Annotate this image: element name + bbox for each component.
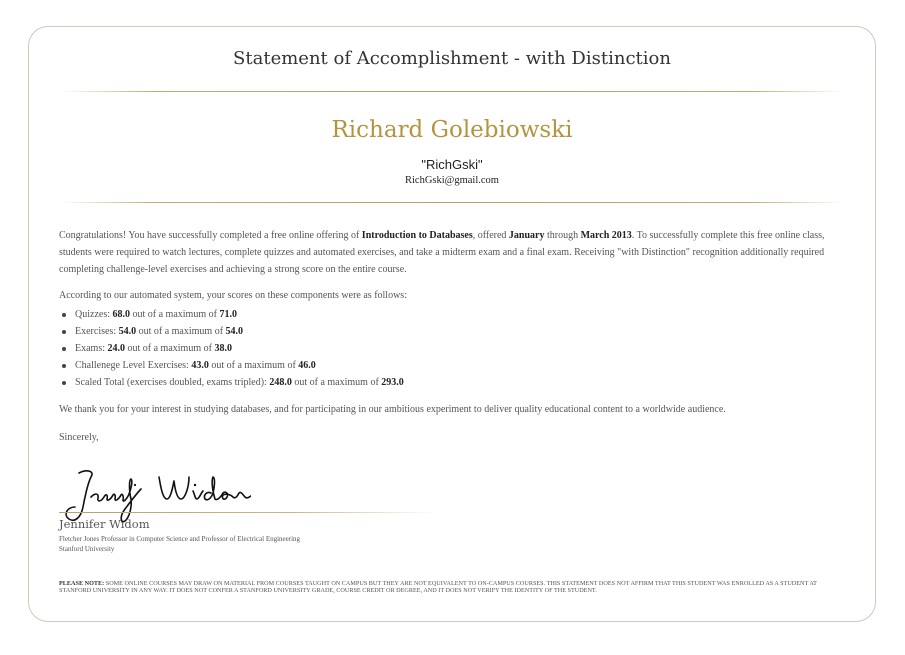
scores-lead: According to our automated system, your scores on these components were as follows: [59,290,407,301]
score-max-value: 46.0 [298,360,316,371]
score-label: Quizzes: [75,309,113,320]
score-max-text: out of a maximum of [136,326,226,337]
score-value: 43.0 [191,360,209,371]
intro-text-3: through [544,230,581,241]
score-max-value: 54.0 [225,326,244,337]
score-label: Exams: [75,343,108,354]
recipient-name: Richard Golebiowski [331,117,573,143]
score-label: Challenege Level Exercises: [75,360,192,371]
score-item-quizzes [59,306,839,323]
score-max-text: out of a maximum of [125,343,215,354]
thanks-paragraph: We thank you for your interest in studying databases, and for participating in our ambitious experiment to deliver quality educational content to a worldwide audience. [59,404,726,415]
start-month: January [508,230,545,241]
score-max-value: 71.0 [219,309,237,320]
end-month: March 2013 [580,230,632,241]
course-name: Introduction to Databases [361,230,473,241]
intro-text-4: . To successfully complete this free online class, students were required to watch lectures, complete quizzes and automated exercises, and take a midterm exam and a final exam. Receiving "with Distinction" recognition additionally required completing challenge-level exercises and achieving a strong score on the entire course. [59,230,825,275]
score-value: 54.0 [118,326,137,337]
score-label: Scaled Total (exercises doubled, exams tripled): [75,377,270,388]
score-max-text: out of a maximum of [130,309,220,320]
title-divider [59,91,845,92]
intro-text-2: , offered [472,230,509,241]
score-max-text: out of a maximum of [208,360,299,371]
score-max-value: 38.0 [214,343,232,354]
score-value: 248.0 [269,377,292,388]
score-item-challenge [59,357,839,374]
score-value: 24.0 [107,343,125,354]
signature-line [59,512,439,513]
score-list [59,306,839,391]
signer-title: Fletcher Jones Professor in Computer Science and Professor of Electrical Engineering [59,535,301,543]
recipient-divider [59,202,845,203]
score-max-text: out of a maximum of [291,377,382,388]
score-value: 68.0 [112,309,130,320]
intro-paragraph [59,227,839,278]
disclaimer-label: PLEASE NOTE: [59,580,105,587]
signer-name: Jennifer Widom [59,517,150,531]
disclaimer-text: SOME ONLINE COURSES MAY DRAW ON MATERIAL FROM COURSES TAUGHT ON CAMPUS BUT THEY ARE NOT EQUIVALENT TO ON-CAMPUS COURSES. THIS STATEMENT DOES NOT AFFIRM THAT THIS STUDENT WAS ENROLLED AS A STUDENT AT STANFORD UNIVERSITY IN ANY WAY. IT DOES NOT CONFER A STANFORD UNIVERSITY GRADE, COURSE CREDIT OR DEGREE, AND IT DOES NOT VERIFY THE IDENTITY OF THE STUDENT. [59,580,817,595]
score-max-value: 293.0 [381,377,404,388]
recipient-nickname: "RichGski" [421,157,483,172]
certificate-card [28,26,876,622]
disclaimer [59,580,844,595]
sincerely-text: Sincerely, [59,432,99,443]
score-item-exams [59,340,839,357]
intro-text-1: Congratulations! You have successfully completed a free online offering of [59,230,362,241]
score-item-exercises [59,323,839,340]
score-label: Exercises: [75,326,119,337]
signer-university: Stanford University [59,545,115,553]
certificate-title: Statement of Accomplishment - with Distinction [233,48,671,69]
recipient-email: RichGski@gmail.com [405,175,499,186]
score-item-scaled-total [59,374,839,391]
